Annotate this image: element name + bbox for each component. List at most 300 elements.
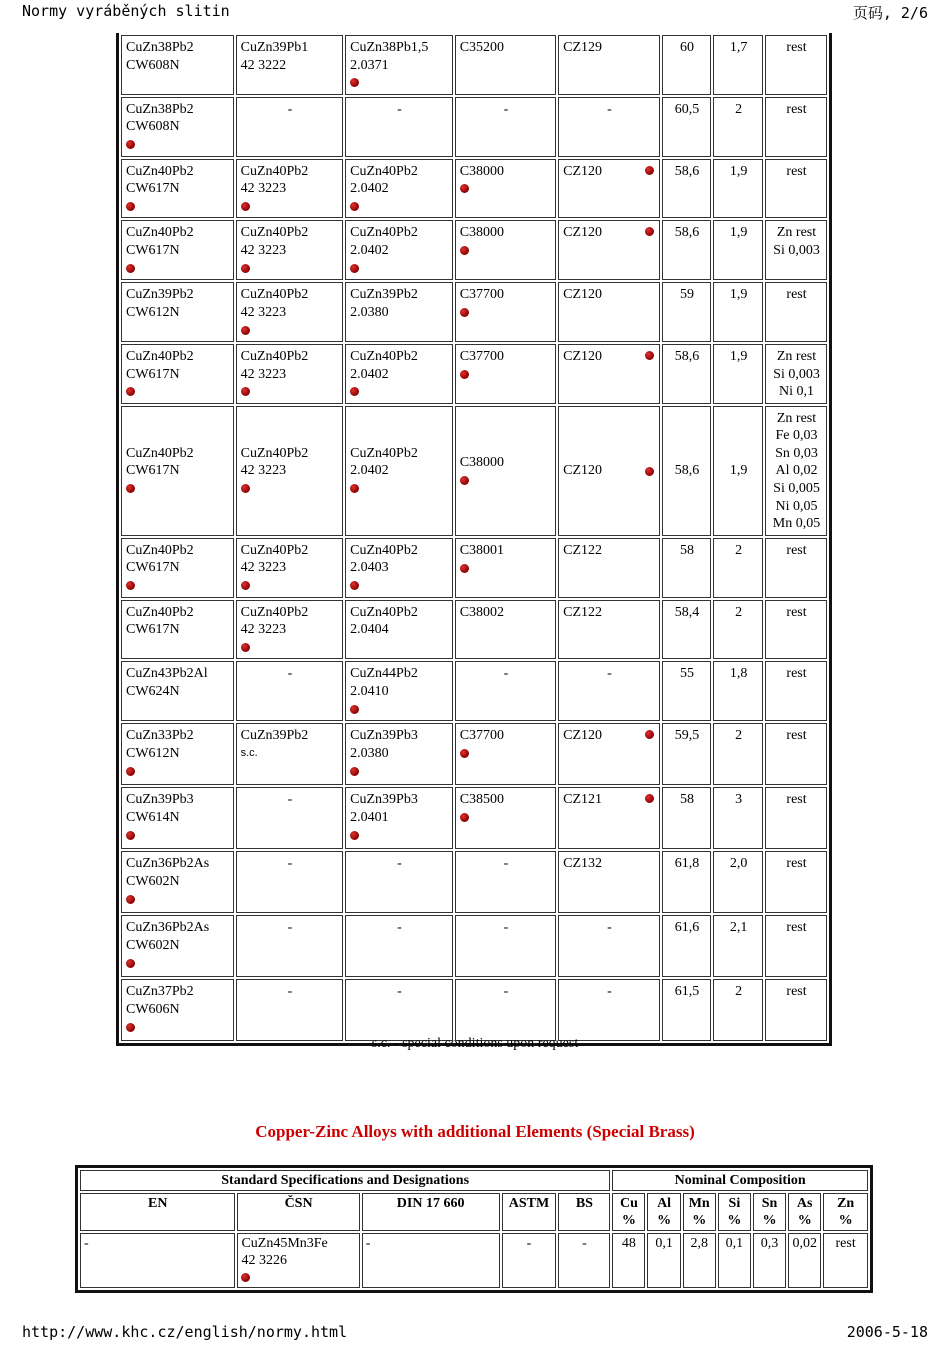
csn-cell xyxy=(236,723,344,785)
csn-line: CuZn45Mn3Fe xyxy=(241,1236,328,1251)
rest-line: rest xyxy=(786,920,807,936)
bs-cell xyxy=(558,851,659,913)
en-cell-line: CW602N xyxy=(126,873,180,889)
csn-cell-line: 42 3222 xyxy=(240,57,287,73)
cu-cell: 58 xyxy=(662,787,712,849)
column-header: DIN 17 660 xyxy=(362,1193,500,1231)
composition-header xyxy=(647,1193,680,1231)
rest-line: Sn 0,03 xyxy=(775,445,818,461)
csn-line: 42 3226 xyxy=(241,1253,287,1268)
din-cell-line: 2.0403 xyxy=(350,560,389,576)
cu-cell: 61,5 xyxy=(662,979,712,1041)
rest-line: rest xyxy=(786,792,807,808)
rest-line: Fe 0,03 xyxy=(775,428,818,444)
bs-cell xyxy=(558,159,659,219)
en-cell xyxy=(121,723,234,785)
rest-cell xyxy=(765,35,827,95)
pb-cell: 1,8 xyxy=(713,661,763,721)
standard-marker-dot xyxy=(241,581,250,590)
csn-cell-line: CuZn40Pb2 xyxy=(240,348,309,364)
standard-marker-dot xyxy=(241,484,250,493)
en-cell-line: CuZn33Pb2 xyxy=(126,728,194,744)
group-header-specifications: Standard Specifications and Designations xyxy=(80,1170,610,1191)
column-header: EN xyxy=(80,1193,235,1231)
astm-cell xyxy=(455,979,556,1041)
din-cell-line: 2.0401 xyxy=(350,809,389,825)
din-cell-line: 2.0380 xyxy=(350,745,389,761)
csn-cell-line: CuZn40Pb2 xyxy=(240,445,309,461)
table-row xyxy=(121,787,827,849)
din-cell-line: CuZn39Pb3 xyxy=(350,728,418,744)
composition-header xyxy=(718,1193,751,1231)
rest-cell xyxy=(765,851,827,913)
astm-value: C37700 xyxy=(459,348,505,364)
rest-cell xyxy=(765,600,827,660)
astm-cell xyxy=(455,220,556,280)
csn-cell-line: CuZn40Pb2 xyxy=(240,542,309,558)
din-cell-line: - xyxy=(397,101,402,117)
csn-cell-line: 42 3223 xyxy=(240,242,287,258)
standard-marker-dot xyxy=(126,264,135,273)
standard-marker-dot xyxy=(350,767,359,776)
csn-cell xyxy=(236,220,344,280)
cu-cell: 58 xyxy=(662,538,712,598)
cu-cell: 58,6 xyxy=(662,220,712,280)
en-cell-line: CW617N xyxy=(126,560,180,576)
standard-marker-dot xyxy=(126,581,135,590)
bs-value: CZ122 xyxy=(563,604,603,620)
element-symbol: Zn xyxy=(837,1196,855,1211)
din-cell xyxy=(345,538,453,598)
csn-cell xyxy=(236,979,344,1041)
en-cell-line: CuZn40Pb2 xyxy=(126,225,194,241)
csn-cell xyxy=(236,600,344,660)
csn-cell xyxy=(236,344,344,404)
din-cell-line: 2.0402 xyxy=(350,463,389,479)
din-cell xyxy=(345,787,453,849)
astm-cell: - xyxy=(502,1233,557,1288)
standard-marker-dot xyxy=(460,564,469,573)
bs-value: - xyxy=(607,666,612,682)
standard-marker-dot xyxy=(460,749,469,758)
copper-zinc-lead-alloys-table xyxy=(116,33,832,1046)
composition-header xyxy=(753,1193,786,1231)
pb-cell: 2 xyxy=(713,600,763,660)
percent-sign: % xyxy=(621,1213,636,1228)
rest-line: rest xyxy=(786,666,807,682)
csn-cell-line: s.c. xyxy=(240,746,258,759)
en-cell xyxy=(121,600,234,660)
csn-cell-line: CuZn40Pb2 xyxy=(240,163,309,179)
element-symbol: Sn xyxy=(761,1196,778,1211)
pb-cell: 1,9 xyxy=(713,282,763,342)
en-cell-line: CW608N xyxy=(126,119,180,135)
astm-value: C35200 xyxy=(459,40,505,55)
pb-cell: 2,0 xyxy=(713,851,763,913)
din-cell-line: 2.0402 xyxy=(350,366,389,382)
rest-cell xyxy=(765,406,827,536)
composition-value: 0,02 xyxy=(788,1233,821,1288)
cu-cell: 55 xyxy=(662,661,712,721)
astm-value: C37700 xyxy=(459,728,505,744)
en-cell xyxy=(121,159,234,219)
astm-cell xyxy=(455,282,556,342)
standard-marker-dot xyxy=(241,264,250,273)
csn-cell-line: CuZn40Pb2 xyxy=(240,225,309,241)
rest-line: Al 0,02 xyxy=(775,463,818,479)
din-cell xyxy=(345,159,453,219)
standard-marker-dot xyxy=(350,484,359,493)
cu-cell: 60 xyxy=(662,35,712,95)
bs-value: CZ129 xyxy=(563,40,603,55)
rest-line: Zn rest xyxy=(776,410,817,426)
bs-cell xyxy=(558,282,659,342)
bs-value: - xyxy=(607,920,612,936)
bs-cell: - xyxy=(558,1233,610,1288)
en-cell-line: CuZn38Pb2 xyxy=(126,101,194,117)
standard-marker-dot xyxy=(350,202,359,211)
table-row xyxy=(121,600,827,660)
standard-marker-dot xyxy=(645,227,654,236)
rest-line: rest xyxy=(786,728,807,744)
din-cell-line: CuZn40Pb2 xyxy=(350,348,418,364)
composition-header xyxy=(823,1193,868,1231)
din-cell xyxy=(345,344,453,404)
din-cell-line: - xyxy=(397,856,402,872)
csn-cell-line: CuZn40Pb2 xyxy=(240,604,309,620)
csn-cell xyxy=(236,661,344,721)
rest-line: rest xyxy=(786,40,807,55)
rest-cell xyxy=(765,979,827,1041)
astm-cell xyxy=(455,915,556,977)
group-header-composition: Nominal Composition xyxy=(612,1170,868,1191)
standard-marker-dot xyxy=(126,767,135,776)
bs-value: CZ120 xyxy=(563,225,603,241)
astm-value: - xyxy=(503,666,509,682)
standard-marker-dot xyxy=(350,581,359,590)
din-cell-line: CuZn40Pb2 xyxy=(350,225,418,241)
en-cell-line: CW617N xyxy=(126,622,180,638)
astm-cell xyxy=(455,600,556,660)
percent-sign: % xyxy=(657,1213,672,1228)
pb-cell: 2 xyxy=(713,723,763,785)
en-cell xyxy=(121,787,234,849)
en-cell-line: CW614N xyxy=(126,809,180,825)
en-cell-line: CW617N xyxy=(126,463,180,479)
element-symbol: Mn xyxy=(688,1196,710,1211)
table-row xyxy=(121,661,827,721)
composition-header xyxy=(683,1193,716,1231)
din-cell-line: CuZn39Pb3 xyxy=(350,792,418,808)
rest-line: rest xyxy=(786,163,807,179)
din-cell xyxy=(345,220,453,280)
bs-cell xyxy=(558,915,659,977)
cu-cell: 61,8 xyxy=(662,851,712,913)
table-row xyxy=(121,282,827,342)
rest-cell xyxy=(765,282,827,342)
header-page-number: 页码, 2/6 xyxy=(852,4,928,22)
standard-marker-dot xyxy=(241,643,250,652)
csn-cell-line: - xyxy=(287,792,293,808)
cu-cell: 58,6 xyxy=(662,344,712,404)
composition-value: 48 xyxy=(612,1233,645,1288)
rest-line: Si 0,003 xyxy=(773,242,820,258)
en-cell-line: CuZn36Pb2As xyxy=(126,856,210,872)
table-row xyxy=(121,344,827,404)
column-header: ČSN xyxy=(237,1193,359,1231)
standard-marker-dot xyxy=(350,705,359,714)
cu-cell: 58,6 xyxy=(662,159,712,219)
rest-cell xyxy=(765,661,827,721)
en-cell-line: CW624N xyxy=(126,684,180,699)
special-brass-section-title: Copper-Zinc Alloys with additional Elements (Special Brass) xyxy=(255,1122,695,1141)
composition-header xyxy=(788,1193,821,1231)
rest-line: rest xyxy=(786,984,807,1000)
din-cell-line: CuZn39Pb2 xyxy=(350,287,418,303)
footer-date: 2006-5-18 xyxy=(846,1323,928,1341)
csn-cell xyxy=(236,282,344,342)
din-cell xyxy=(345,851,453,913)
bs-cell xyxy=(558,406,659,536)
standard-marker-dot xyxy=(460,813,469,822)
din-cell-line: - xyxy=(397,984,402,1000)
en-cell: - xyxy=(80,1233,235,1288)
standard-marker-dot xyxy=(645,467,654,476)
standard-marker-dot xyxy=(460,476,469,485)
astm-value: C38500 xyxy=(459,792,505,808)
cu-cell: 58,6 xyxy=(662,406,712,536)
bs-value: CZ120 xyxy=(563,728,603,744)
din-cell xyxy=(345,406,453,536)
table-row xyxy=(121,35,827,95)
din-cell-line: CuZn40Pb2 xyxy=(350,445,418,461)
din-cell xyxy=(345,35,453,95)
table-row xyxy=(121,159,827,219)
csn-cell xyxy=(236,406,344,536)
table-row xyxy=(121,915,827,977)
standard-marker-dot xyxy=(350,831,359,840)
standard-marker-dot xyxy=(126,1023,135,1032)
table-row xyxy=(121,220,827,280)
astm-cell xyxy=(455,723,556,785)
csn-cell-line: CuZn39Pb1 xyxy=(240,40,309,55)
rest-cell xyxy=(765,220,827,280)
astm-cell xyxy=(455,406,556,536)
cu-cell: 59 xyxy=(662,282,712,342)
column-header: BS xyxy=(558,1193,610,1231)
footer-url: http://www.khc.cz/english/normy.html xyxy=(22,1323,348,1341)
din-cell xyxy=(345,97,453,157)
din-cell xyxy=(345,600,453,660)
astm-cell xyxy=(455,851,556,913)
rest-cell xyxy=(765,538,827,598)
en-cell-line: CuZn40Pb2 xyxy=(126,348,194,364)
astm-cell xyxy=(455,538,556,598)
din-cell-line: CuZn40Pb2 xyxy=(350,163,418,179)
en-cell-line: CW612N xyxy=(126,745,180,761)
din-cell-line: - xyxy=(397,920,402,936)
en-cell-line: CuZn39Pb2 xyxy=(126,287,194,303)
bs-value: CZ121 xyxy=(563,792,603,808)
standard-marker-dot xyxy=(460,370,469,379)
standard-marker-dot xyxy=(241,387,250,396)
en-cell-line: CuZn40Pb2 xyxy=(126,163,194,179)
bs-value: CZ132 xyxy=(563,856,603,872)
csn-cell-line: - xyxy=(287,666,293,682)
column-header: ASTM xyxy=(502,1193,557,1231)
bs-cell xyxy=(558,35,659,95)
rest-cell xyxy=(765,159,827,219)
din-cell-line: 2.0380 xyxy=(350,304,389,320)
cu-cell: 58,4 xyxy=(662,600,712,660)
cu-cell: 61,6 xyxy=(662,915,712,977)
din-cell-line: CuZn40Pb2 xyxy=(350,604,418,620)
csn-cell-line: 42 3223 xyxy=(240,366,287,382)
standard-marker-dot xyxy=(241,202,250,211)
bs-value: CZ120 xyxy=(563,348,603,364)
standard-marker-dot xyxy=(126,140,135,149)
percent-sign: % xyxy=(838,1213,853,1228)
standard-marker-dot xyxy=(460,308,469,317)
pb-cell: 1,9 xyxy=(713,159,763,219)
astm-cell xyxy=(455,344,556,404)
astm-value: C37700 xyxy=(459,287,505,303)
csn-cell-line: - xyxy=(287,984,293,1000)
din-cell-line: 2.0402 xyxy=(350,181,389,197)
en-cell-line: CW617N xyxy=(126,181,180,197)
csn-cell-line: - xyxy=(287,856,293,872)
bs-cell xyxy=(558,661,659,721)
element-symbol: As xyxy=(796,1196,813,1211)
standard-marker-dot xyxy=(241,326,250,335)
special-conditions-note: s.c. - special conditions upon request xyxy=(371,1036,579,1051)
bs-value: CZ120 xyxy=(563,163,603,179)
astm-cell xyxy=(455,661,556,721)
din-cell-line: CuZn40Pb2 xyxy=(350,542,418,558)
rest-cell xyxy=(765,915,827,977)
element-symbol: Si xyxy=(728,1196,741,1211)
csn-cell-line: 42 3223 xyxy=(240,463,287,479)
rest-line: rest xyxy=(786,101,807,117)
csn-cell-line: 42 3223 xyxy=(240,304,287,320)
pb-cell: 1,9 xyxy=(713,344,763,404)
rest-line: Mn 0,05 xyxy=(772,516,821,532)
table-row xyxy=(121,723,827,785)
en-cell-line: CuZn36Pb2As xyxy=(126,920,210,936)
astm-cell xyxy=(455,787,556,849)
bs-cell xyxy=(558,787,659,849)
en-cell xyxy=(121,538,234,598)
en-cell xyxy=(121,915,234,977)
en-cell-line: CuZn40Pb2 xyxy=(126,604,194,620)
standard-marker-dot xyxy=(645,166,654,175)
composition-header xyxy=(612,1193,645,1231)
pb-cell: 1,9 xyxy=(713,406,763,536)
bs-cell xyxy=(558,979,659,1041)
csn-cell xyxy=(236,97,344,157)
din-cell-line: 2.0404 xyxy=(350,622,389,638)
table-row xyxy=(80,1233,868,1288)
en-cell-line: CW606N xyxy=(126,1001,180,1017)
pb-cell: 2 xyxy=(713,97,763,157)
bs-value: CZ122 xyxy=(563,542,603,558)
table-row xyxy=(121,979,827,1041)
standard-marker-dot xyxy=(645,351,654,360)
standard-marker-dot xyxy=(126,831,135,840)
standard-marker-dot xyxy=(350,78,359,87)
rest-line: rest xyxy=(786,604,807,620)
astm-value: C38000 xyxy=(459,163,505,179)
rest-line: rest xyxy=(786,287,807,303)
rest-line: Zn rest xyxy=(776,225,817,241)
pb-cell: 1,9 xyxy=(713,220,763,280)
astm-value: C38000 xyxy=(459,454,505,470)
standard-marker-dot xyxy=(645,730,654,739)
pb-cell: 2 xyxy=(713,538,763,598)
rest-cell xyxy=(765,344,827,404)
element-symbol: Al xyxy=(657,1196,672,1211)
table-row xyxy=(121,97,827,157)
csn-cell-line: 42 3223 xyxy=(240,181,287,197)
en-cell xyxy=(121,35,234,95)
astm-value: - xyxy=(503,920,509,936)
en-cell-line: CW617N xyxy=(126,242,180,258)
rest-line: Zn rest xyxy=(776,348,817,364)
bs-cell xyxy=(558,220,659,280)
pb-cell: 3 xyxy=(713,787,763,849)
en-cell-line: CW617N xyxy=(126,366,180,382)
csn-cell xyxy=(236,538,344,598)
en-cell-line: CuZn39Pb3 xyxy=(126,792,194,808)
astm-cell xyxy=(455,159,556,219)
bs-value: CZ120 xyxy=(563,463,603,479)
en-cell-line: CW602N xyxy=(126,937,180,953)
en-cell xyxy=(121,406,234,536)
en-cell-line: CuZn37Pb2 xyxy=(126,984,194,1000)
en-cell-line: CuZn40Pb2 xyxy=(126,542,194,558)
bs-cell xyxy=(558,97,659,157)
en-cell xyxy=(121,661,234,721)
standard-marker-dot xyxy=(126,484,135,493)
en-cell-line: CuZn40Pb2 xyxy=(126,445,194,461)
standard-marker-dot xyxy=(126,959,135,968)
din-cell-line: 2.0371 xyxy=(350,57,389,73)
en-cell xyxy=(121,344,234,404)
astm-value: C38001 xyxy=(459,542,505,558)
csn-cell-line: CuZn40Pb2 xyxy=(240,287,309,303)
composition-value: 0,1 xyxy=(647,1233,680,1288)
rest-cell xyxy=(765,787,827,849)
din-cell-line: 2.0410 xyxy=(350,684,389,699)
din-cell xyxy=(345,915,453,977)
rest-line: Ni 0,1 xyxy=(779,384,815,400)
din-cell xyxy=(345,661,453,721)
percent-sign: % xyxy=(797,1213,812,1228)
composition-value: rest xyxy=(823,1233,868,1288)
en-cell-line: CW612N xyxy=(126,304,180,320)
csn-cell-line: - xyxy=(287,920,293,936)
table-row xyxy=(121,851,827,913)
din-cell: - xyxy=(362,1233,500,1288)
composition-value: 0,1 xyxy=(718,1233,751,1288)
en-cell-line: CuZn43Pb2Al xyxy=(126,666,208,682)
csn-cell xyxy=(236,787,344,849)
astm-value: - xyxy=(503,101,509,117)
standard-marker-dot xyxy=(460,246,469,255)
astm-value: C38002 xyxy=(459,604,505,620)
standard-marker-dot xyxy=(645,794,654,803)
din-cell xyxy=(345,723,453,785)
